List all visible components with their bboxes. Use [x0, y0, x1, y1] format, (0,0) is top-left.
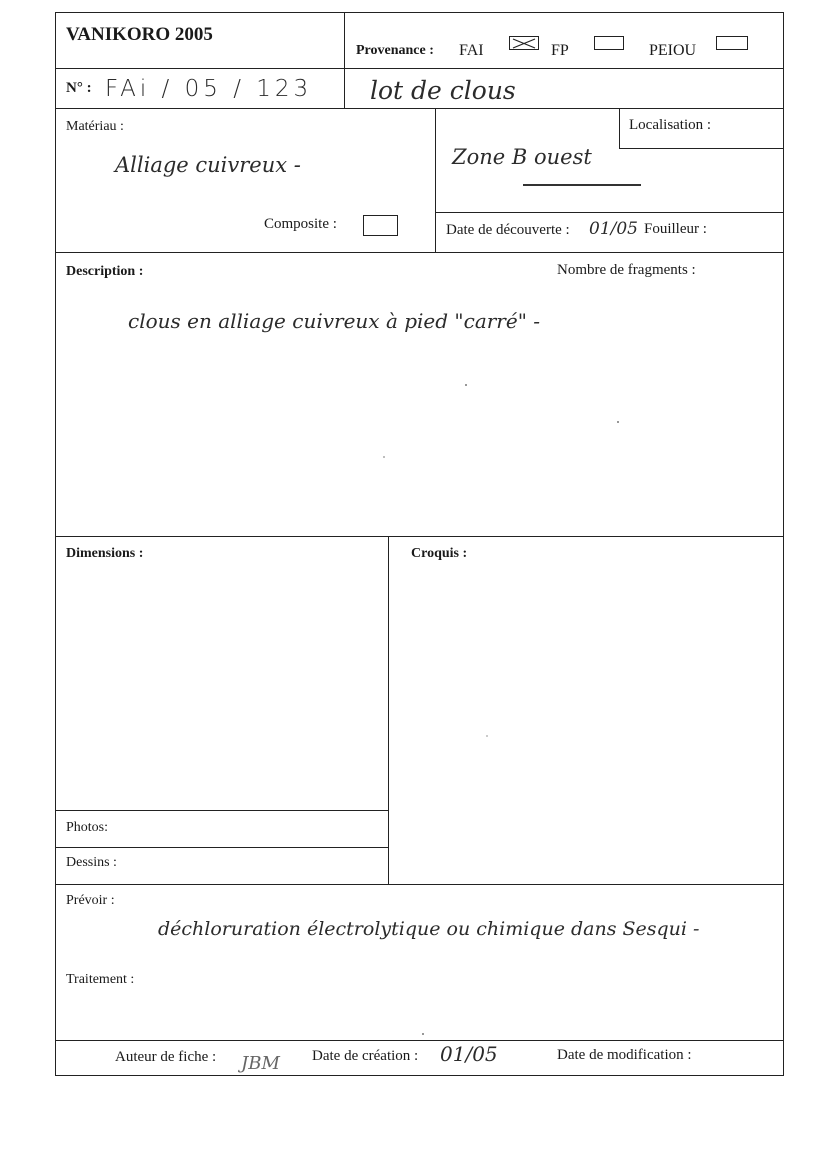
composite-label: Composite :	[264, 216, 337, 232]
provenance-fai-checkbox[interactable]	[509, 36, 539, 50]
planning-text[interactable]: déchloruration électrolytique ou chimique dans Sesqui -	[158, 918, 700, 940]
object-value[interactable]: lot de clous	[370, 76, 516, 105]
number-label: N° :	[66, 80, 92, 96]
provenance-label: Provenance :	[356, 43, 434, 58]
provenance-peiou-label: PEIOU	[649, 42, 697, 59]
composite-checkbox[interactable]	[363, 215, 398, 236]
author-value[interactable]: JBM	[241, 1053, 280, 1074]
provenance-fp-checkbox[interactable]	[594, 36, 624, 50]
discovery-date-label: Date de découverte :	[446, 222, 570, 238]
scan-speck	[383, 456, 385, 458]
modified-label: Date de modification :	[557, 1047, 692, 1063]
description-label: Description :	[66, 264, 144, 279]
location-value[interactable]: Zone B ouest	[452, 145, 592, 169]
sketch-label: Croquis :	[411, 546, 468, 561]
provenance-fp-label: FP	[551, 42, 569, 59]
location-underline	[523, 184, 641, 186]
scan-speck	[422, 1033, 424, 1035]
author-label: Auteur de fiche :	[115, 1049, 217, 1065]
material-label: Matériau :	[66, 119, 124, 134]
number-value[interactable]: FAi / 05 / 123	[105, 76, 313, 102]
fragments-label: Nombre de fragments :	[557, 262, 696, 278]
photos-label: Photos:	[66, 820, 109, 835]
drawings-label: Dessins :	[66, 855, 117, 870]
scan-speck	[465, 384, 467, 386]
created-label: Date de création :	[312, 1048, 419, 1064]
description-text[interactable]: clous en alliage cuivreux à pied "carré" -	[128, 309, 541, 333]
discovery-date-value[interactable]: 01/05	[589, 219, 638, 239]
sketch-area[interactable]	[389, 565, 783, 883]
treatment-label: Traitement :	[66, 972, 135, 987]
page-title: VANIKORO 2005	[66, 24, 213, 45]
excavator-label: Fouilleur :	[644, 221, 707, 237]
provenance-peiou-checkbox[interactable]	[716, 36, 748, 50]
location-label: Localisation :	[629, 117, 712, 133]
provenance-fai-label: FAI	[459, 42, 484, 59]
planning-label: Prévoir :	[66, 893, 115, 908]
check-cross-icon	[510, 37, 538, 49]
scan-speck	[617, 421, 619, 423]
scan-speck	[486, 735, 488, 737]
dimensions-label: Dimensions :	[66, 546, 144, 561]
created-value[interactable]: 01/05	[440, 1042, 498, 1066]
material-value[interactable]: Alliage cuivreux -	[115, 153, 301, 177]
